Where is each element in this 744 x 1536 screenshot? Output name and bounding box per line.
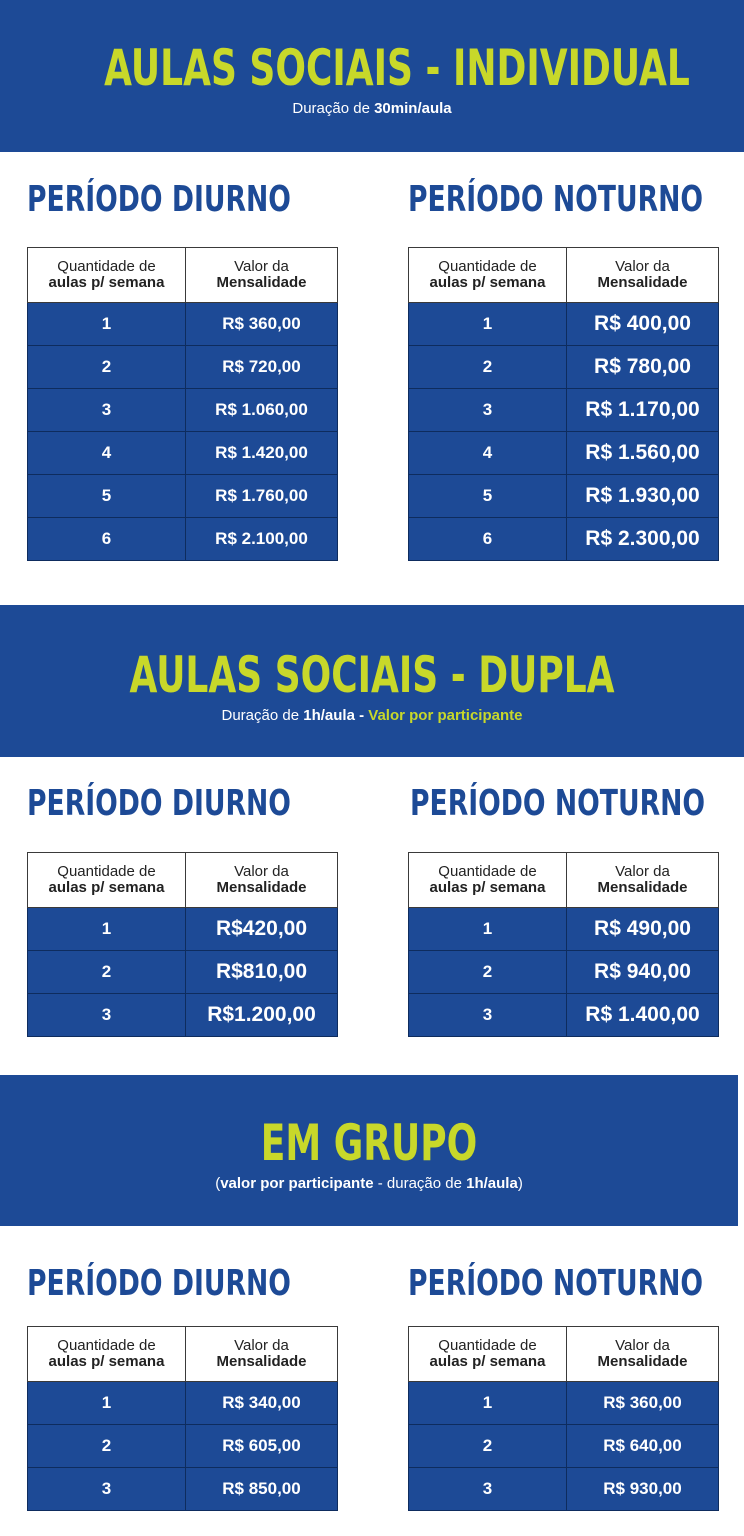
grupo-day-heading: PERÍODO DIURNO — [27, 1263, 291, 1304]
dupla-title: AULAS SOCIAIS - DUPLA — [129, 646, 615, 704]
table-row — [409, 1425, 719, 1468]
qty-cell: 2 — [409, 951, 567, 994]
subtitle-duration: 30min/aula — [374, 100, 452, 117]
price-header: Valor da Mensalidade — [186, 1327, 338, 1382]
qty-header: Quantidade de aulas p/ semana — [409, 1327, 567, 1382]
price-cell: R$ 360,00 — [186, 303, 338, 346]
table-row — [409, 951, 719, 994]
qty-cell: 6 — [409, 518, 567, 561]
qty-cell: 1 — [409, 908, 567, 951]
qty-cell: 3 — [28, 389, 186, 432]
price-cell: R$ 605,00 — [186, 1425, 338, 1468]
price-cell: R$ 1.400,00 — [567, 994, 719, 1037]
qty-cell: 1 — [28, 1382, 186, 1425]
price-header: Valor da Mensalidade — [567, 1327, 719, 1382]
qty-cell: 2 — [28, 1425, 186, 1468]
table-row — [409, 475, 719, 518]
table-row — [28, 475, 338, 518]
dupla-day-table — [27, 852, 338, 1037]
qty-cell: 2 — [28, 346, 186, 389]
table-row — [409, 303, 719, 346]
grupo-banner — [0, 1075, 738, 1226]
table-row — [28, 1468, 338, 1511]
table-row — [409, 518, 719, 561]
subtitle-duration: 1h/aula — [303, 707, 355, 724]
dupla-night-heading: PERÍODO NOTURNO — [410, 783, 706, 824]
subtitle-prefix: Duração de — [221, 707, 300, 724]
dupla-night-table — [408, 852, 719, 1037]
table-row — [28, 432, 338, 475]
table-row — [409, 994, 719, 1037]
table-row — [28, 389, 338, 432]
price-cell: R$ 360,00 — [567, 1382, 719, 1425]
individual-banner — [0, 0, 744, 152]
qty-cell: 4 — [28, 432, 186, 475]
individual-subtitle — [0, 100, 744, 117]
price-cell: R$ 340,00 — [186, 1382, 338, 1425]
qty-cell: 1 — [409, 1382, 567, 1425]
price-cell: R$ 1.170,00 — [567, 389, 719, 432]
price-cell: R$ 850,00 — [186, 1468, 338, 1511]
price-header: Valor da Mensalidade — [567, 248, 719, 303]
qty-cell: 5 — [28, 475, 186, 518]
qty-cell: 3 — [409, 1468, 567, 1511]
grupo-subtitle — [0, 1175, 738, 1192]
grupo-title: EM GRUPO — [260, 1114, 478, 1172]
qty-header: Quantidade de aulas p/ semana — [28, 248, 186, 303]
qty-header: Quantidade de aulas p/ semana — [28, 1327, 186, 1382]
table-row — [409, 1468, 719, 1511]
subtitle-bold1: valor por participante — [220, 1175, 374, 1192]
qty-cell: 3 — [28, 1468, 186, 1511]
subtitle-separator: - — [354, 707, 369, 724]
table-row — [28, 994, 338, 1037]
qty-cell: 6 — [28, 518, 186, 561]
table-row — [409, 346, 719, 389]
price-cell: R$ 780,00 — [567, 346, 719, 389]
price-header: Valor da Mensalidade — [567, 853, 719, 908]
price-cell: R$ 940,00 — [567, 951, 719, 994]
grupo-night-heading: PERÍODO NOTURNO — [408, 1263, 704, 1304]
qty-header: Quantidade de aulas p/ semana — [28, 853, 186, 908]
qty-cell: 1 — [409, 303, 567, 346]
individual-title: AULAS SOCIAIS - INDIVIDUAL — [104, 39, 690, 97]
qty-cell: 1 — [28, 303, 186, 346]
table-row — [28, 908, 338, 951]
qty-cell: 2 — [28, 951, 186, 994]
table-row — [409, 908, 719, 951]
individual-day-heading: PERÍODO DIURNO — [27, 179, 291, 220]
price-cell: R$420,00 — [186, 908, 338, 951]
dupla-subtitle — [0, 707, 744, 724]
price-cell: R$1.200,00 — [186, 994, 338, 1037]
table-row — [28, 951, 338, 994]
price-cell: R$ 720,00 — [186, 346, 338, 389]
table-row — [28, 1425, 338, 1468]
qty-cell: 1 — [28, 908, 186, 951]
individual-night-table — [408, 247, 719, 561]
table-row — [28, 303, 338, 346]
price-cell: R$ 490,00 — [567, 908, 719, 951]
subtitle-open: ( — [215, 1175, 221, 1192]
price-cell: R$ 2.100,00 — [186, 518, 338, 561]
price-cell: R$ 1.060,00 — [186, 389, 338, 432]
qty-cell: 3 — [409, 389, 567, 432]
subtitle-extra: Valor por participante — [368, 707, 523, 724]
qty-header: Quantidade de aulas p/ semana — [409, 248, 567, 303]
dupla-day-heading: PERÍODO DIURNO — [27, 783, 291, 824]
subtitle-mid: - duração de — [373, 1175, 467, 1192]
price-cell: R$ 400,00 — [567, 303, 719, 346]
price-cell: R$ 1.420,00 — [186, 432, 338, 475]
dupla-banner — [0, 605, 744, 757]
table-row — [409, 389, 719, 432]
table-row — [28, 518, 338, 561]
price-cell: R$ 1.560,00 — [567, 432, 719, 475]
price-cell: R$ 2.300,00 — [567, 518, 719, 561]
grupo-day-table — [27, 1326, 338, 1511]
table-row — [409, 432, 719, 475]
price-cell: R$ 930,00 — [567, 1468, 719, 1511]
price-cell: R$ 1.930,00 — [567, 475, 719, 518]
qty-cell: 4 — [409, 432, 567, 475]
qty-cell: 5 — [409, 475, 567, 518]
price-cell: R$ 1.760,00 — [186, 475, 338, 518]
price-cell: R$810,00 — [186, 951, 338, 994]
qty-cell: 2 — [409, 346, 567, 389]
table-row — [28, 1382, 338, 1425]
qty-cell: 2 — [409, 1425, 567, 1468]
subtitle-prefix: Duração de — [292, 100, 370, 117]
grupo-night-table — [408, 1326, 719, 1511]
qty-header: Quantidade de aulas p/ semana — [409, 853, 567, 908]
subtitle-bold2: 1h/aula — [466, 1175, 518, 1192]
qty-cell: 3 — [28, 994, 186, 1037]
individual-day-table — [27, 247, 338, 561]
subtitle-close: ) — [517, 1175, 523, 1192]
price-cell: R$ 640,00 — [567, 1425, 719, 1468]
price-header: Valor da Mensalidade — [186, 248, 338, 303]
table-row — [28, 346, 338, 389]
individual-night-heading: PERÍODO NOTURNO — [408, 179, 704, 220]
table-row — [409, 1382, 719, 1425]
qty-cell: 3 — [409, 994, 567, 1037]
price-header: Valor da Mensalidade — [186, 853, 338, 908]
